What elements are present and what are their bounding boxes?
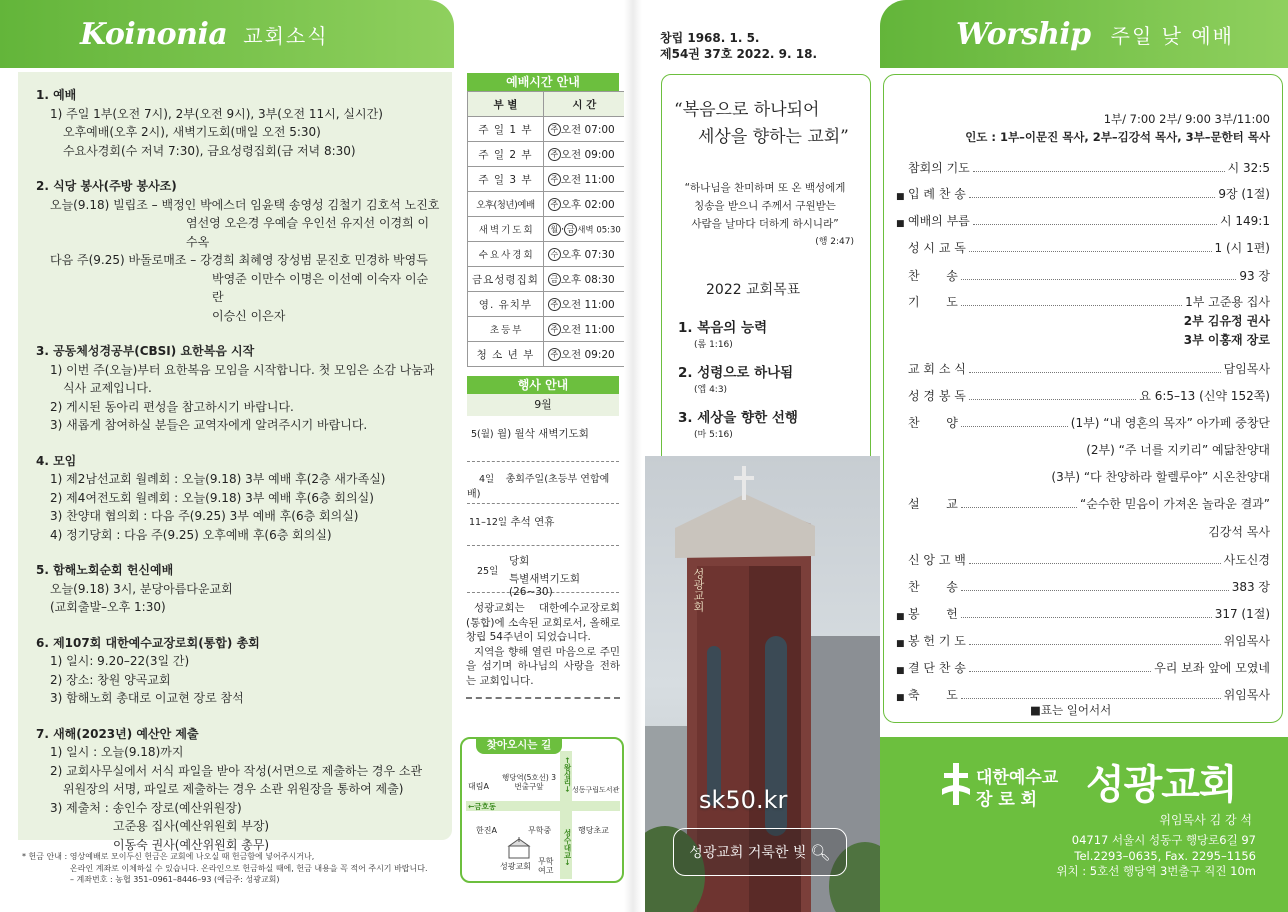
worship-item-label: 찬 송	[908, 580, 958, 594]
news-line: 1) 이번 주(오늘)부터 요한복음 모임을 시작합니다. 첫 모임은 소감 나눔과	[50, 362, 435, 377]
worship-item	[896, 495, 1270, 512]
news-line: 식사 교제입니다.	[63, 381, 152, 395]
news-line: 1) 일시: 9.20–22(3일 간)	[50, 654, 190, 668]
leader-dots	[973, 224, 1217, 225]
news-line: 고준용 집사(예산위원회 부장)	[113, 819, 270, 833]
worship-item	[896, 212, 1270, 229]
worship-leaders: 인도 : 1부–이문진 목사, 2부–김강석 목사, 3부–문한터 목사	[965, 130, 1270, 144]
event-text: 추석 연휴	[510, 516, 555, 528]
event-date: 25일	[477, 566, 499, 577]
news-line: 위원장의 서명, 파일로 제출하는 경우 소관 위원장을 통하여 제출)	[63, 782, 404, 796]
denomination-1: 대한예수교	[976, 768, 1059, 788]
worship-times: 1부/ 7:00 2부/ 9:00 3부/11:00	[1103, 112, 1270, 126]
day-badge: 주	[548, 173, 561, 186]
worship-item-label: 축 도	[908, 688, 958, 702]
prayer-leader: 2부 김유정 권사	[1183, 314, 1270, 328]
left-header-tab	[0, 0, 454, 68]
standing-mark: ■	[896, 192, 905, 202]
schedule-row	[468, 167, 626, 192]
goal-3: 3. 세상을 향한 선행	[678, 410, 798, 426]
worship-item	[896, 267, 1270, 284]
news-line: 염선영 오은경 우예슬 우인선 유지선 이경희 이수옥	[186, 216, 430, 249]
worship-item-value: 담임목사	[1223, 362, 1270, 376]
right-header-script: Worship	[956, 16, 1091, 52]
schedule-row	[468, 317, 626, 342]
worship-item-value: 요 6:5–13 (신약 152쪽)	[1139, 389, 1270, 403]
worship-item-value: 383 장	[1231, 580, 1270, 594]
schedule-row	[468, 292, 626, 317]
map-place: 성동구립도서관	[572, 786, 620, 794]
news-line: 4) 정기당회 : 다음 주(9.25) 오후예배 후(6층 회의실)	[50, 527, 332, 542]
goal-2: 2. 성령으로 하나됨	[678, 365, 794, 381]
schedule-time-cell	[543, 317, 625, 342]
news-line: 2) 게시된 동아리 편성을 참고하시기 바랍니다.	[50, 399, 294, 414]
schedule-division: 주 일 1 부	[468, 117, 544, 142]
day-badge: 주	[548, 148, 561, 161]
worship-item	[896, 239, 1270, 256]
schedule-time: 오후 08:30	[560, 273, 615, 286]
day-badge: 금	[564, 223, 577, 236]
schedule-division: 주 일 2 부	[468, 142, 544, 167]
leader-dots	[969, 644, 1221, 645]
leader-dots	[969, 251, 1212, 252]
schedule-time: 오전 09:00	[560, 148, 615, 161]
event-item	[467, 470, 619, 504]
day-badge: 주	[548, 348, 561, 361]
worship-item-label: 성 경 봉 독	[908, 389, 966, 403]
leader-dots	[961, 698, 1221, 699]
worship-item-label: 참회의 기도	[908, 161, 970, 175]
news-line: (교회출발–오후 1:30)	[50, 600, 166, 614]
map-title: 찾아오시는 길	[476, 737, 562, 754]
verse-ref: (행 2:47)	[815, 237, 854, 247]
church-logo-icon	[942, 763, 970, 805]
worship-item	[896, 159, 1270, 176]
intro-paragraph: 성광교회는 대한예수교장로회(통합)에 소속된 교회로서, 올해로 창립 54주년이 되었습니다.	[466, 602, 620, 643]
building-sign: 성광교회	[692, 568, 705, 612]
schedule-time: 오전 09:20	[560, 348, 615, 361]
verse	[662, 179, 868, 251]
event-item	[467, 551, 619, 598]
worship-item-label: 기 도	[908, 295, 958, 309]
church-intro	[466, 601, 620, 688]
event-item	[467, 426, 619, 462]
news-line: 오후예배(오후 2시), 새벽기도회(매일 오전 5:30)	[63, 125, 321, 139]
map-place: 대림A	[468, 782, 489, 791]
leader-dots	[961, 590, 1229, 591]
schedule-title: 예배시간 안내	[467, 73, 619, 91]
directions-map	[460, 737, 624, 883]
event-date: 4일	[479, 474, 495, 485]
motto-line-1: “복음으로 하나되어	[674, 100, 820, 120]
worship-item	[896, 686, 1270, 703]
leader-dots	[973, 171, 1225, 172]
choir-entry: (3부) “다 찬양하라 할렐루야” 시온찬양대	[1051, 470, 1270, 484]
map-road-label: ←금호동	[468, 802, 497, 811]
dashed-divider	[466, 697, 620, 699]
issue-number: 제54권 37호 2022. 9. 18.	[660, 47, 818, 61]
leader-dots	[969, 372, 1221, 373]
worship-item	[896, 185, 1270, 202]
worship-item-label: 입 례 찬 송	[908, 187, 966, 201]
schedule-row	[468, 117, 626, 142]
schedule-time-cell	[543, 267, 625, 292]
worship-item	[896, 605, 1270, 622]
events-title: 행사 안내	[467, 376, 619, 394]
news-line: 다음 주(9.25) 바돌로매조 – 강경희 최혜영 장성범 문진호 민경하 박영득	[50, 253, 428, 267]
address-line: 04717 서울시 성동구 행당로6길 97	[1071, 833, 1256, 847]
news-line: 2) 제4여전도회 월례회 : 오늘(9.18) 3부 예배 후(6층 회의실)	[50, 490, 374, 505]
event-text: 월) 월삭 새벽기도회	[496, 428, 589, 440]
worship-item-value: 93 장	[1239, 269, 1270, 283]
verse-line: 칭송을 받으니 주께서 구원받는	[694, 200, 836, 212]
event-text: 총회주일(초등부 연합예배)	[467, 474, 610, 500]
preacher: 김강석 목사	[1208, 525, 1270, 539]
day-badge: 주	[548, 323, 561, 336]
schedule-time: 오전 07:00	[560, 123, 615, 136]
prayer-leader: 3부 이홍재 장로	[1183, 333, 1270, 347]
schedule-division: 새 벽 기 도 회	[468, 217, 544, 242]
day-badge: 주	[548, 123, 561, 136]
worship-item-value: “순수한 믿음이 가져온 놀라운 결과”	[1080, 497, 1270, 511]
news-line: 수요사경회(수 저녁 7:30), 금요성령집회(금 저녁 8:30)	[63, 143, 356, 158]
separator: ·	[560, 223, 565, 235]
news-title-3: 3. 공동체성경공부(CBSI) 요한복음 시작	[36, 344, 255, 358]
leader-dots	[961, 279, 1236, 280]
event-date: 11–12일	[469, 517, 508, 528]
worship-item	[896, 551, 1270, 568]
schedule-row	[468, 242, 626, 267]
worship-item-value: 시 32:5	[1227, 161, 1270, 175]
leader-dots	[969, 563, 1221, 564]
schedule-time-cell	[543, 167, 625, 192]
choir-entry: (2부) “주 너를 지키리” 예닮찬양대	[1086, 443, 1270, 457]
right-header-tab	[880, 0, 1288, 68]
worship-item-value: 1 (시 1편)	[1214, 241, 1270, 255]
schedule-time-cell	[543, 342, 625, 367]
schedule-division: 초 등 부	[468, 317, 544, 342]
standing-note: ■표는 일어서서	[1030, 703, 1112, 717]
news-line: 2) 장소: 창원 양곡교회	[50, 672, 171, 687]
worship-item	[896, 578, 1270, 595]
address-line: 위치 : 5호선 행당역 3번출구 직진 10m	[1056, 864, 1256, 878]
worship-item-label: 성 시 교 독	[908, 241, 966, 255]
worship-item-label: 봉 헌 기 도	[908, 634, 966, 648]
worship-item	[896, 659, 1270, 676]
fold-shadow	[624, 0, 642, 912]
verse-line: 사람을 날마다 더하게 하시니라”	[691, 218, 839, 230]
day-badge: 수	[548, 248, 561, 261]
news-title-1: 1. 예배	[36, 88, 77, 102]
schedule-division: 오후(청년)예배	[468, 192, 544, 217]
schedule-division: 영. 유치부	[468, 292, 544, 317]
senior-pastor: 위임목사 김 강 석	[1159, 813, 1252, 827]
worship-item-label: 예배의 부름	[908, 214, 970, 228]
schedule-time: 새벽 05:30	[577, 225, 621, 235]
worship-item-value: 사도신경	[1223, 553, 1270, 567]
worship-item-value: 시 149:1	[1220, 214, 1270, 228]
worship-item-value: 우리 보좌 앞에 모였네	[1154, 661, 1270, 675]
standing-mark: ■	[896, 666, 905, 676]
worship-item	[896, 293, 1270, 310]
schedule-time: 오후 07:30	[560, 248, 615, 261]
standing-mark: ■	[896, 639, 905, 649]
worship-item-label: 찬 송	[908, 269, 958, 283]
news-line: 1) 주일 1부(오전 7시), 2부(오전 9시), 3부(오전 11시, 실시간)	[50, 106, 383, 121]
standing-mark: ■	[896, 219, 905, 229]
schedule-time-cell	[543, 117, 625, 142]
news-line: 오늘(9.18) 3시, 분당아름다운교회	[50, 581, 233, 596]
schedule-time-cell	[543, 242, 625, 267]
news-line: 3) 함해노회 총대로 이교현 장로 참석	[50, 691, 244, 705]
offering-footnote	[22, 851, 452, 886]
worship-item-label: 찬 양	[908, 416, 958, 430]
worship-item-value: 317 (1절)	[1214, 607, 1270, 621]
search-icon: 🔍︎	[810, 842, 831, 862]
map-road-label: 성수대교→	[563, 829, 572, 866]
worship-item-label: 봉 헌	[908, 607, 958, 621]
worship-item	[896, 360, 1270, 377]
church-name: 성광교회	[1086, 762, 1237, 808]
standing-mark: ■	[896, 612, 905, 622]
map-place: 행당역(5호선) 3번출구앞	[501, 773, 556, 791]
news-title-7: 7. 새해(2023년) 예산안 제출	[36, 726, 199, 741]
event-item	[467, 514, 619, 546]
news-line: 이승신 이은자	[212, 308, 286, 323]
founded-date: 창립 1968. 1. 5.	[660, 31, 760, 45]
worship-item-label: 결 단 찬 송	[908, 661, 966, 675]
map-place: 무학여고	[538, 857, 554, 875]
day-badge: 금	[548, 273, 561, 286]
day-badge: 주	[548, 298, 561, 311]
goal-2-ref: (엡 4:3)	[694, 385, 728, 395]
right-header-korean: 주일 낮 예배	[1110, 23, 1234, 48]
church-info-block	[880, 737, 1288, 912]
search-box[interactable]	[673, 828, 847, 876]
schedule-table	[467, 91, 626, 367]
intro-paragraph: 지역을 향해 열린 마음으로 주민을 섬기며 하나님의 사랑을 전하는 교회입니다.	[466, 645, 620, 687]
worship-item-label: 신 앙 고 백	[908, 553, 966, 567]
footnote-line: – 계좌번호 : 농협 351–0961–8446–93 (예금주: 성광교회)	[70, 875, 280, 884]
schedule-row	[468, 267, 626, 292]
schedule-time: 오전 11:00	[560, 323, 615, 336]
leader-dots	[969, 197, 1216, 198]
news-title-4: 4. 모임	[36, 453, 77, 468]
leader-dots	[961, 426, 1068, 427]
worship-item-label: 교 회 소 식	[908, 362, 966, 376]
news-panel	[18, 72, 452, 852]
worship-item-value: 위임목사	[1223, 634, 1270, 648]
goal-title: 2022 교회목표	[706, 282, 801, 298]
map-place: 행당초교	[578, 826, 609, 835]
schedule-head-division: 부 별	[468, 92, 544, 117]
leader-dots	[961, 617, 1212, 618]
day-badge: 주	[548, 198, 561, 211]
verse-line: “하나님을 찬미하며 또 온 백성에게	[684, 182, 846, 194]
schedule-row	[468, 142, 626, 167]
news-line: 3) 새롭게 참여하실 분들은 교역자에게 알려주시기 바랍니다.	[50, 418, 368, 432]
map-road-label: ←왕십리→	[563, 757, 572, 793]
worship-item	[896, 414, 1270, 431]
search-text: 성광교회 거룩한 빛	[689, 845, 807, 861]
schedule-head-time: 시 간	[543, 92, 625, 117]
goal-1-ref: (롬 1:16)	[694, 340, 733, 350]
schedule-time-cell	[543, 192, 625, 217]
map-place: 무학중	[528, 826, 552, 835]
news-line: 오늘(9.18) 빌립조 – 백정인 박에스더 임윤택 송영성 김철기 김호석 노진호	[50, 197, 440, 212]
worship-order-panel	[883, 74, 1283, 723]
event-date: 5(월)	[471, 429, 494, 440]
motto-panel	[661, 74, 871, 484]
website-label: sk50.kr	[699, 786, 788, 814]
schedule-division: 수 요 사 경 회	[468, 242, 544, 267]
news-line: 1) 제2남선교회 월례회 : 오늘(9.18) 3부 예배 후(2층 새가족실)	[50, 472, 386, 486]
schedule-row	[468, 192, 626, 217]
schedule-time: 오전 11:00	[560, 298, 615, 311]
schedule-division: 청 소 년 부	[468, 342, 544, 367]
leader-dots	[969, 671, 1151, 672]
day-badge: 월	[548, 223, 561, 236]
schedule-row	[468, 342, 626, 367]
issue-info	[660, 30, 817, 62]
news-line: 3) 찬양대 협의회 : 다음 주(9.25) 3부 예배 후(6층 회의실)	[50, 509, 359, 523]
schedule-division: 금요성령집회	[468, 267, 544, 292]
news-title-2: 2. 식당 봉사(주방 봉사조)	[36, 179, 177, 193]
denomination-2: 장 로 회	[976, 790, 1038, 810]
map-place: 성광교회	[500, 862, 531, 871]
worship-item-value: 위임목사	[1223, 688, 1270, 702]
worship-item-label: 설 교	[908, 497, 958, 511]
leader-dots	[961, 305, 1182, 306]
schedule-time: 오전 11:00	[560, 173, 615, 186]
schedule-division: 주 일 3 부	[468, 167, 544, 192]
leader-dots	[961, 507, 1077, 508]
news-title-5: 5. 함해노회순회 헌신예배	[36, 563, 174, 577]
news-line: 1) 일시 : 오늘(9.18)까지	[50, 745, 184, 759]
goal-3-ref: (마 5:16)	[694, 430, 733, 440]
schedule-time-cell	[543, 142, 625, 167]
events-month: 9월	[467, 394, 619, 416]
schedule-time-cell	[543, 292, 625, 317]
worship-item-value: 1부 고준용 집사	[1185, 295, 1270, 309]
worship-item	[896, 387, 1270, 404]
event-text: 특별새벽기도회(26~30)	[509, 573, 581, 598]
event-text: 당회	[509, 555, 530, 567]
standing-mark: ■	[896, 693, 905, 703]
church-address	[1056, 833, 1256, 880]
footnote-line: * 헌금 안내 : 영상예배로 모이두신 헌금은 교회에 나오실 때 헌금함에 넣어주시거나,	[22, 852, 315, 861]
map-place: 한진A	[476, 826, 497, 835]
schedule-time: 오후 02:00	[560, 198, 615, 211]
church-building-photo	[645, 456, 880, 912]
worship-item-value: 9장 (1절)	[1218, 187, 1270, 201]
footnote-line: 온라인 계좌로 이체하실 수 있습니다. 온라인으로 헌금하실 때에, 헌금 내용을 꼭 적어 주시기 바랍니다.	[70, 863, 428, 873]
goal-1: 1. 복음의 능력	[678, 320, 768, 336]
address-line: Tel.2293–0635, Fax. 2295–1156	[1074, 848, 1256, 863]
news-title-6: 6. 제107회 대한예수교장로회(통합) 총회	[36, 635, 260, 650]
church-map-icon	[506, 837, 532, 857]
news-line: 3) 제출처 : 송인수 장로(예산위원장)	[50, 800, 242, 815]
motto-line-2: 세상을 향하는 교회”	[698, 127, 849, 147]
schedule-time-cell	[543, 217, 625, 242]
schedule-row	[468, 217, 626, 242]
left-header-script: Koinonia	[80, 16, 228, 52]
left-header-korean: 교회소식	[243, 23, 329, 48]
news-line: 박영준 이만수 이명은 이선예 이숙자 이순란	[212, 271, 429, 304]
worship-item	[896, 632, 1270, 649]
news-line: 이동숙 권사(예산위원회 총무)	[113, 837, 270, 852]
leader-dots	[969, 399, 1137, 400]
worship-item-value: (1부) “내 영혼의 목자” 아가페 중창단	[1070, 416, 1270, 430]
news-line: 2) 교회사무실에서 서식 파일을 받아 작성(서면으로 제출하는 경우 소관	[50, 763, 423, 778]
